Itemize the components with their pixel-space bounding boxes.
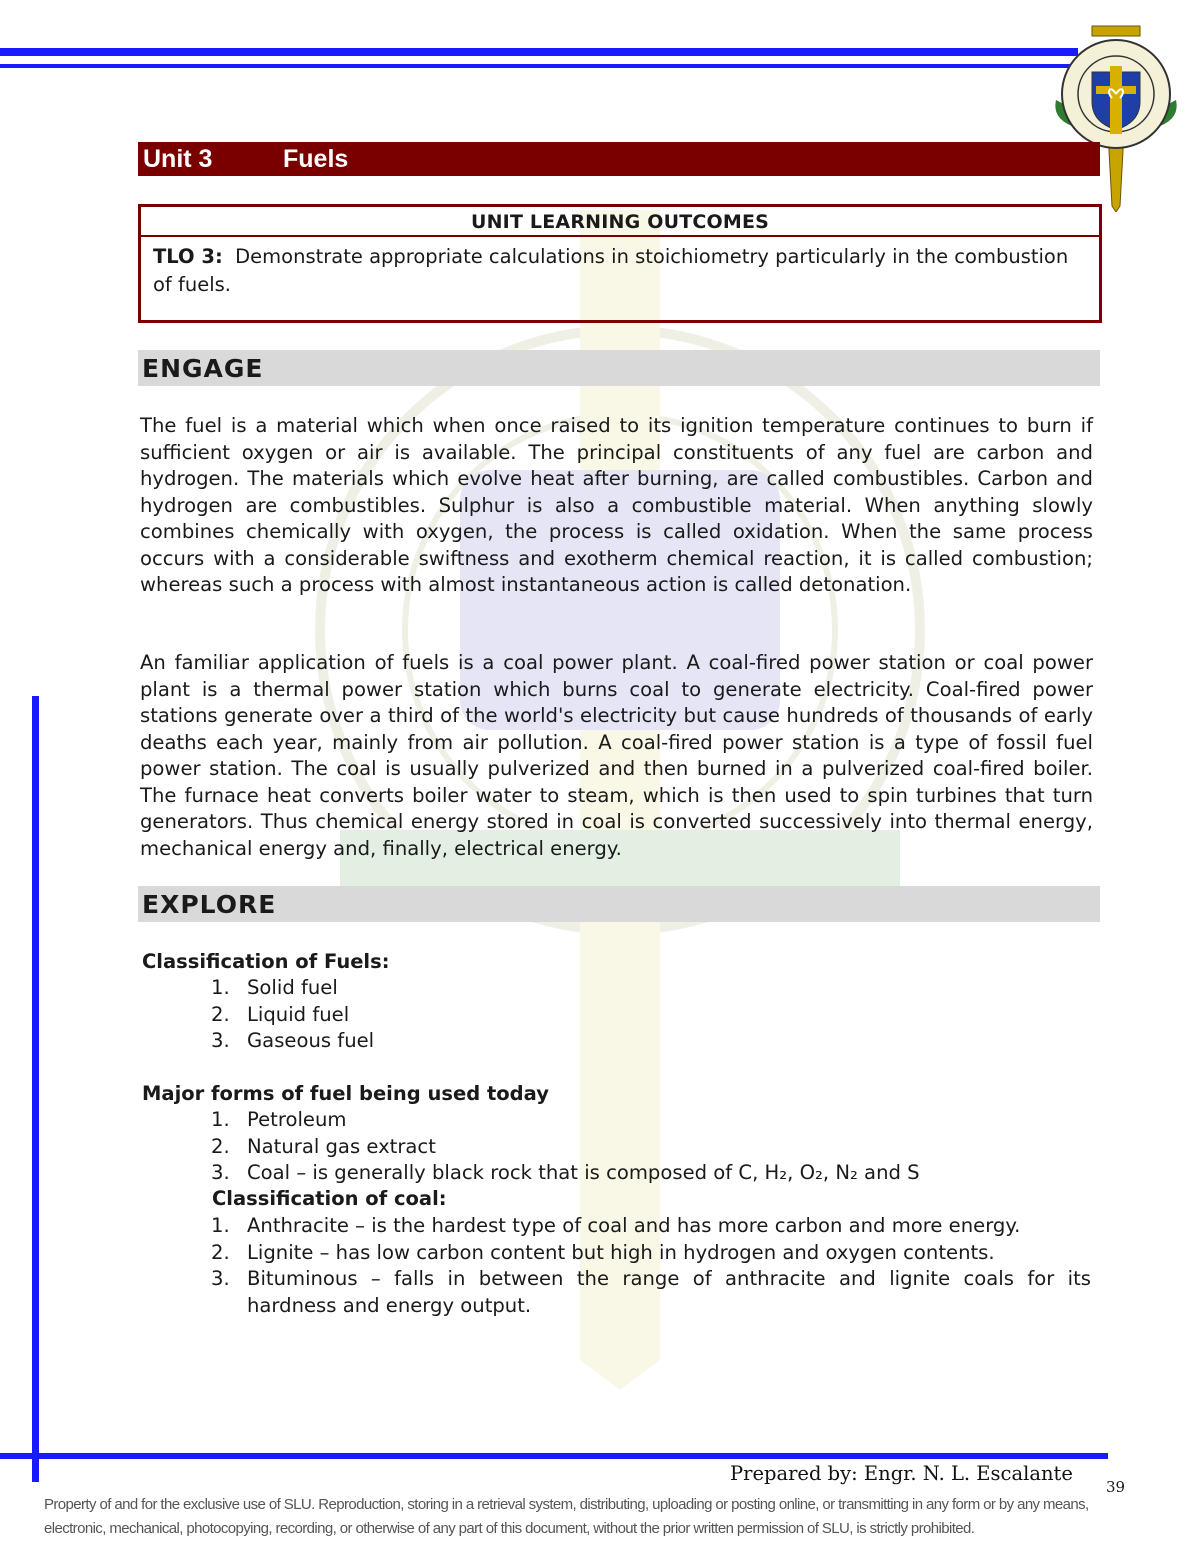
unit-title: Fuels — [283, 145, 349, 173]
engage-section-header — [138, 350, 1100, 386]
engage-paragraph-1: The fuel is a material which when once raised to its ignition temperature continues to burn if sufficient oxygen or air is available. The principal constituents of any fuel are carbon and hydrogen. The materials which evolve heat after burning, are called combustibles. Carbon and hydrogen are combustibles. Sulphur is also a combustible material. When anything slowly combines chemically with oxygen, the process is called oxidation. When the same process occurs with a considerable swiftness and exotherm chemical reaction, it is called combustion; whereas such a process with almost instantaneous action is called detonation. — [140, 414, 1093, 596]
header-line-thick — [0, 48, 1078, 56]
list-item: 2. Lignite – has low carbon content but high in hydrogen and oxygen contents. — [211, 1240, 995, 1264]
explore-section-header — [138, 886, 1100, 922]
header-line-thin — [0, 64, 1070, 68]
outcomes-heading: UNIT LEARNING OUTCOMES — [141, 207, 1099, 237]
explore-heading: EXPLORE — [142, 890, 277, 919]
list-item: 1. Petroleum — [211, 1108, 347, 1131]
list-item: 1. Solid fuel — [211, 976, 338, 999]
classification-list — [211, 975, 1091, 1055]
engage-heading: ENGAGE — [142, 354, 264, 383]
classification-heading: Classification of Fuels: — [142, 950, 390, 973]
engage-paragraph-2: An familiar application of fuels is a coal power plant. A coal-fired power station or coal power plant is a thermal power station which burns coal to generate electricity. Coal-fired power stations generate over a third of the world's electricity but cause hundreds of thousands of early deaths each year, mainly from air pollution. A coal-fired power station is a type of fossil fuel power station. The coal is usually pulverized and then burned in a pulverized coal-fired boiler. The furnace heat converts boiler water to steam, which is then used to spin turbines that turn generators. Thus chemical energy stored in coal is converted successively into thermal energy, mechanical energy and, finally, electrical energy. — [140, 651, 1093, 860]
copyright-notice: Property of and for the exclusive use of SLU. Reproduction, storing in a retrieval system, distributing, uploading or posting online, or transmitting in any form or by any means, electronic, mechanical, photocopying, recording, or otherwise of any part of this document, without the prior written permission of SLU, is strictly prohibited. — [44, 1496, 1089, 1537]
page-number: 39 — [1106, 1478, 1126, 1496]
left-vertical-line — [32, 696, 39, 1482]
coal-classification-list — [211, 1213, 1091, 1319]
footer-line — [0, 1453, 1108, 1459]
list-item: 1. Anthracite – is the hardest type of coal and has more carbon and more energy. — [211, 1214, 1021, 1237]
outcome-tlo — [141, 237, 1099, 299]
unit-number: Unit 3 — [143, 145, 213, 173]
list-item: 2. Liquid fuel — [211, 1002, 350, 1026]
unit-title-bar — [138, 142, 1100, 176]
list-item: 3. Coal – is generally black rock that is composed of C, H₂, O₂, N₂ and S — [211, 1161, 920, 1184]
learning-outcomes-box — [138, 204, 1102, 323]
tlo-text: Demonstrate appropriate calculations in stoichiometry particularly in the combustion of fuels. — [153, 245, 1069, 296]
list-item: 3. Gaseous fuel — [211, 1029, 375, 1052]
major-forms-list — [211, 1107, 1091, 1187]
major-forms-heading: Major forms of fuel being used today — [142, 1082, 549, 1105]
prepared-by: Prepared by: Engr. N. L. Escalante — [730, 1462, 1073, 1485]
university-seal-icon — [1052, 22, 1180, 212]
list-item: 2. Natural gas extract — [211, 1134, 436, 1158]
list-item: 3. Bituminous – falls in between the range of anthracite and lignite coals for its hardness and energy output. — [211, 1267, 1091, 1317]
tlo-label: TLO 3: — [153, 245, 223, 268]
coal-classification-heading: Classification of coal: — [212, 1187, 447, 1210]
